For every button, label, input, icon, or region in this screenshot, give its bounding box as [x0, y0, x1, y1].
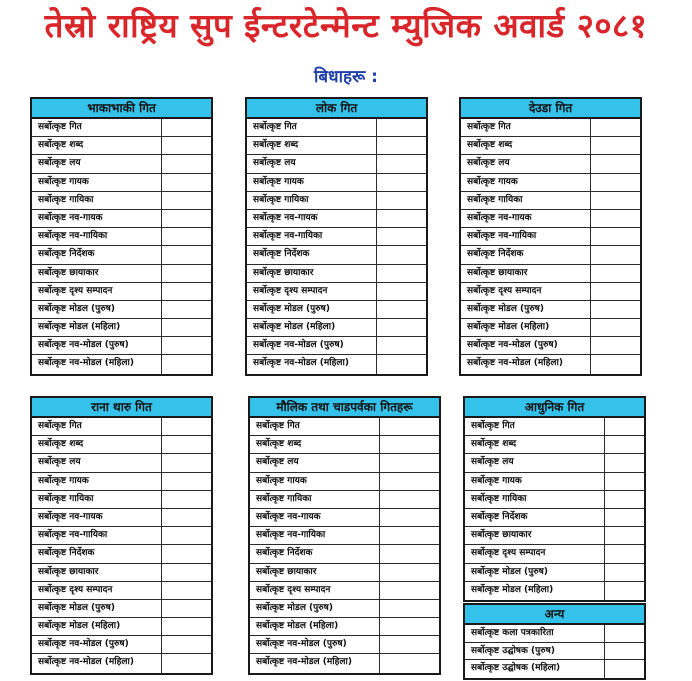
blank-cell	[377, 319, 426, 336]
table-row	[32, 618, 211, 636]
table-row	[465, 491, 644, 509]
table-row	[250, 654, 439, 672]
table-row	[32, 355, 211, 373]
table-row	[250, 582, 439, 600]
table-row	[247, 228, 426, 246]
category-label: सर्बोत्कृष्ट नव-मोडल (महिला)	[32, 355, 162, 373]
blank-cell	[380, 600, 439, 617]
category-label: सर्बोत्कृष्ट मोडल (पुरुष)	[32, 600, 162, 617]
blank-cell	[380, 618, 439, 635]
category-label: सर्बोत्कृष्ट छायाकार	[250, 564, 380, 581]
category-label: सर्बोत्कृष्ट गित	[250, 418, 380, 435]
table-row	[32, 436, 211, 454]
blank-cell	[605, 625, 644, 642]
blank-cell	[591, 137, 640, 154]
table-rana-tharu-geet	[30, 396, 213, 675]
table-row	[250, 418, 439, 436]
category-label: सर्बोत्कृष्ट कला पत्रकारिता	[465, 625, 605, 642]
table-row	[465, 436, 644, 454]
category-label: सर्बोत्कृष्ट नव-मोडल (पुरुष)	[32, 337, 162, 354]
category-label: सर्बोत्कृष्ट नव-गायिका	[247, 228, 377, 245]
table-header: राना थारु गित	[32, 398, 211, 418]
blank-cell	[162, 301, 211, 318]
table-row	[32, 582, 211, 600]
blank-cell	[591, 265, 640, 282]
blank-cell	[377, 265, 426, 282]
category-label: सर्बोत्कृष्ट निर्देशक	[32, 246, 162, 263]
blank-cell	[380, 582, 439, 599]
blank-cell	[380, 564, 439, 581]
blank-cell	[591, 246, 640, 263]
category-label: सर्बोत्कृष्ट मोडल (महिला)	[461, 319, 591, 336]
table-row	[461, 265, 640, 283]
category-label: सर्बोत्कृष्ट गायिका	[32, 192, 162, 209]
blank-cell	[162, 654, 211, 672]
table-header: अन्य	[465, 605, 644, 625]
table-row	[32, 337, 211, 355]
blank-cell	[605, 545, 644, 562]
blank-cell	[377, 337, 426, 354]
blank-cell	[380, 636, 439, 653]
table-row	[250, 600, 439, 618]
blank-cell	[377, 228, 426, 245]
table-row	[32, 137, 211, 155]
blank-cell	[605, 454, 644, 471]
category-label: सर्बोत्कृष्ट नव-मोडल (पुरुष)	[250, 636, 380, 653]
table-row	[32, 155, 211, 173]
category-label: सर्बोत्कृष्ट नव-गायिका	[32, 527, 162, 544]
category-label: सर्बोत्कृष्ट गित	[461, 119, 591, 136]
category-label: सर्बोत्कृष्ट निर्देशक	[465, 509, 605, 526]
blank-cell	[377, 283, 426, 300]
table-row	[247, 210, 426, 228]
table-lok-geet	[245, 97, 428, 376]
table-row	[250, 454, 439, 472]
table-deuda-geet	[459, 97, 642, 376]
category-label: सर्बोत्कृष्ट गायक	[247, 174, 377, 191]
category-label: सर्बोत्कृष्ट छायाकार	[461, 265, 591, 282]
blank-cell	[162, 192, 211, 209]
table-row	[461, 137, 640, 155]
category-label: सर्बोत्कृष्ट नव-मोडल (महिला)	[32, 654, 162, 672]
category-label: सर्बोत्कृष्ट शब्द	[32, 436, 162, 453]
category-label: सर्बोत्कृष्ट उद्घोषक (पुरुष)	[465, 643, 605, 660]
table-row	[465, 643, 644, 661]
table-row	[465, 473, 644, 491]
table-row	[247, 283, 426, 301]
category-label: सर्बोत्कृष्ट शब्द	[247, 137, 377, 154]
table-header: लोक गित	[247, 99, 426, 119]
table-row	[247, 337, 426, 355]
table-row	[461, 337, 640, 355]
blank-cell	[162, 582, 211, 599]
category-label: सर्बोत्कृष्ट नव-मोडल (महिला)	[247, 355, 377, 373]
category-label: सर्बोत्कृष्ट दृश्य सम्पादन	[461, 283, 591, 300]
table-row	[461, 119, 640, 137]
blank-cell	[591, 283, 640, 300]
category-label: सर्बोत्कृष्ट गायक	[461, 174, 591, 191]
blank-cell	[605, 643, 644, 660]
table-row	[247, 246, 426, 264]
blank-cell	[380, 491, 439, 508]
category-label: सर्बोत्कृष्ट छायाकार	[32, 564, 162, 581]
table-row	[32, 636, 211, 654]
table-row	[32, 418, 211, 436]
category-label: सर्बोत्कृष्ट गित	[465, 418, 605, 435]
category-label: सर्बोत्कृष्ट छायाकार	[465, 527, 605, 544]
category-label: सर्बोत्कृष्ट नव-गायक	[250, 509, 380, 526]
category-label: सर्बोत्कृष्ट उद्घोषक (महिला)	[465, 660, 605, 678]
table-row	[465, 625, 644, 643]
category-label: सर्बोत्कृष्ट गायिका	[247, 192, 377, 209]
category-label: सर्बोत्कृष्ट शब्द	[461, 137, 591, 154]
category-label: सर्बोत्कृष्ट मोडल (महिला)	[465, 582, 605, 600]
table-row	[247, 355, 426, 373]
category-label: सर्बोत्कृष्ट मोडल (पुरुष)	[32, 301, 162, 318]
blank-cell	[377, 174, 426, 191]
category-label: सर्बोत्कृष्ट लय	[250, 454, 380, 471]
table-row	[32, 654, 211, 672]
blank-cell	[377, 301, 426, 318]
category-label: सर्बोत्कृष्ट नव-मोडल (महिला)	[461, 355, 591, 373]
table-row	[465, 527, 644, 545]
table-row	[461, 283, 640, 301]
category-label: सर्बोत्कृष्ट मोडल (पुरुष)	[250, 600, 380, 617]
blank-cell	[605, 660, 644, 678]
category-label: सर्बोत्कृष्ट नव-गायक	[247, 210, 377, 227]
blank-cell	[380, 436, 439, 453]
category-label: सर्बोत्कृष्ट नव-गायिका	[32, 228, 162, 245]
blank-cell	[162, 564, 211, 581]
table-row	[250, 545, 439, 563]
blank-cell	[377, 155, 426, 172]
table-anya	[463, 603, 646, 680]
table-header: आधुनिक गित	[465, 398, 644, 418]
category-label: सर्बोत्कृष्ट नव-गायक	[32, 210, 162, 227]
table-row	[32, 265, 211, 283]
table-row	[32, 454, 211, 472]
table-row	[32, 564, 211, 582]
categories-heading: बिधाहरू :	[314, 67, 378, 87]
blank-cell	[591, 301, 640, 318]
category-label: सर्बोत्कृष्ट नव-मोडल (पुरुष)	[32, 636, 162, 653]
table-row	[247, 137, 426, 155]
category-label: सर्बोत्कृष्ट दृश्य सम्पादन	[250, 582, 380, 599]
blank-cell	[377, 246, 426, 263]
table-row	[32, 119, 211, 137]
blank-cell	[380, 418, 439, 435]
category-label: सर्बोत्कृष्ट नव-गायक	[32, 509, 162, 526]
table-row	[250, 473, 439, 491]
category-label: सर्बोत्कृष्ट लय	[32, 454, 162, 471]
table-row	[32, 473, 211, 491]
blank-cell	[591, 355, 640, 373]
table-row	[461, 210, 640, 228]
category-label: सर्बोत्कृष्ट मोडल (पुरुष)	[247, 301, 377, 318]
category-label: सर्बोत्कृष्ट गित	[247, 119, 377, 136]
table-row	[465, 564, 644, 582]
blank-cell	[380, 454, 439, 471]
blank-cell	[605, 509, 644, 526]
table-row	[461, 355, 640, 373]
category-label: सर्बोत्कृष्ट नव-मोडल (पुरुष)	[247, 337, 377, 354]
blank-cell	[162, 283, 211, 300]
blank-cell	[377, 119, 426, 136]
blank-cell	[162, 509, 211, 526]
blank-cell	[162, 319, 211, 336]
table-row	[32, 283, 211, 301]
blank-cell	[380, 509, 439, 526]
category-label: सर्बोत्कृष्ट मोडल (महिला)	[250, 618, 380, 635]
category-label: सर्बोत्कृष्ट मोडल (महिला)	[247, 319, 377, 336]
blank-cell	[605, 436, 644, 453]
category-label: सर्बोत्कृष्ट नव-गायिका	[461, 228, 591, 245]
category-label: सर्बोत्कृष्ट मोडल (महिला)	[32, 618, 162, 635]
table-row	[465, 454, 644, 472]
blank-cell	[162, 119, 211, 136]
table-row	[32, 509, 211, 527]
blank-cell	[591, 210, 640, 227]
table-row	[247, 155, 426, 173]
category-label: सर्बोत्कृष्ट निर्देशक	[461, 246, 591, 263]
table-row	[461, 155, 640, 173]
blank-cell	[605, 564, 644, 581]
table-row	[32, 527, 211, 545]
table-row	[250, 509, 439, 527]
table-row	[250, 636, 439, 654]
category-label: सर्बोत्कृष्ट गायिका	[465, 491, 605, 508]
table-row	[247, 119, 426, 137]
table-row	[465, 660, 644, 678]
table-row	[247, 192, 426, 210]
blank-cell	[162, 473, 211, 490]
category-label: सर्बोत्कृष्ट लय	[247, 155, 377, 172]
category-label: सर्बोत्कृष्ट छायाकार	[32, 265, 162, 282]
blank-cell	[162, 228, 211, 245]
blank-cell	[162, 265, 211, 282]
category-label: सर्बोत्कृष्ट निर्देशक	[32, 545, 162, 562]
category-label: सर्बोत्कृष्ट लय	[32, 155, 162, 172]
category-label: सर्बोत्कृष्ट गायक	[465, 473, 605, 490]
blank-cell	[605, 491, 644, 508]
category-label: सर्बोत्कृष्ट गित	[32, 119, 162, 136]
category-label: सर्बोत्कृष्ट गायक	[250, 473, 380, 490]
table-row	[250, 491, 439, 509]
category-label: सर्बोत्कृष्ट दृश्य सम्पादन	[32, 582, 162, 599]
category-label: सर्बोत्कृष्ट नव-मोडल (पुरुष)	[461, 337, 591, 354]
blank-cell	[380, 545, 439, 562]
table-row	[32, 246, 211, 264]
blank-cell	[591, 155, 640, 172]
blank-cell	[605, 418, 644, 435]
category-label: सर्बोत्कृष्ट मोडल (महिला)	[32, 319, 162, 336]
category-label: सर्बोत्कृष्ट छायाकार	[247, 265, 377, 282]
table-header: मौलिक तथा चाडपर्वका गितहरू	[250, 398, 439, 418]
category-label: सर्बोत्कृष्ट गायिका	[32, 491, 162, 508]
category-label: सर्बोत्कृष्ट मोडल (पुरुष)	[461, 301, 591, 318]
table-maulik-chadparva-geet	[248, 396, 441, 675]
blank-cell	[162, 436, 211, 453]
table-adhunik-geet	[463, 396, 646, 602]
table-row	[247, 301, 426, 319]
category-label: सर्बोत्कृष्ट गित	[32, 418, 162, 435]
blank-cell	[162, 527, 211, 544]
table-bhakabhaki-geet	[30, 97, 213, 376]
table-row	[32, 174, 211, 192]
table-row	[32, 600, 211, 618]
table-row	[461, 192, 640, 210]
table-row	[250, 618, 439, 636]
blank-cell	[162, 618, 211, 635]
table-header: देउडा गित	[461, 99, 640, 119]
blank-cell	[162, 246, 211, 263]
table-row	[250, 564, 439, 582]
table-row	[247, 174, 426, 192]
category-label: सर्बोत्कृष्ट दृश्य सम्पादन	[465, 545, 605, 562]
blank-cell	[380, 654, 439, 672]
category-label: सर्बोत्कृष्ट गायिका	[461, 192, 591, 209]
blank-cell	[162, 545, 211, 562]
blank-cell	[162, 418, 211, 435]
table-row	[465, 582, 644, 600]
table-row	[461, 174, 640, 192]
category-label: सर्बोत्कृष्ट शब्द	[465, 436, 605, 453]
table-row	[32, 192, 211, 210]
blank-cell	[605, 527, 644, 544]
blank-cell	[377, 210, 426, 227]
blank-cell	[377, 355, 426, 373]
blank-cell	[591, 119, 640, 136]
category-label: सर्बोत्कृष्ट गायक	[32, 473, 162, 490]
blank-cell	[591, 192, 640, 209]
category-label: सर्बोत्कृष्ट लय	[465, 454, 605, 471]
blank-cell	[162, 174, 211, 191]
blank-cell	[591, 337, 640, 354]
category-label: सर्बोत्कृष्ट नव-मोडल (महिला)	[250, 654, 380, 672]
blank-cell	[162, 210, 211, 227]
category-label: सर्बोत्कृष्ट गायक	[32, 174, 162, 191]
table-row	[32, 545, 211, 563]
table-row	[32, 491, 211, 509]
blank-cell	[591, 228, 640, 245]
table-row	[465, 545, 644, 563]
blank-cell	[162, 355, 211, 373]
blank-cell	[377, 192, 426, 209]
table-header: भाकाभाकी गित	[32, 99, 211, 119]
blank-cell	[162, 137, 211, 154]
category-label: सर्बोत्कृष्ट निर्देशक	[247, 246, 377, 263]
table-row	[461, 246, 640, 264]
table-row	[465, 418, 644, 436]
category-label: सर्बोत्कृष्ट निर्देशक	[250, 545, 380, 562]
table-row	[461, 228, 640, 246]
blank-cell	[162, 491, 211, 508]
table-row	[465, 509, 644, 527]
blank-cell	[380, 527, 439, 544]
table-row	[250, 527, 439, 545]
blank-cell	[591, 319, 640, 336]
blank-cell	[162, 155, 211, 172]
category-label: सर्बोत्कृष्ट लय	[461, 155, 591, 172]
category-label: सर्बोत्कृष्ट नव-गायिका	[250, 527, 380, 544]
blank-cell	[162, 600, 211, 617]
table-row	[32, 210, 211, 228]
blank-cell	[377, 137, 426, 154]
blank-cell	[162, 337, 211, 354]
blank-cell	[591, 174, 640, 191]
table-row	[32, 319, 211, 337]
table-row	[461, 319, 640, 337]
blank-cell	[380, 473, 439, 490]
table-row	[250, 436, 439, 454]
category-label: सर्बोत्कृष्ट दृश्य सम्पादन	[247, 283, 377, 300]
category-label: सर्बोत्कृष्ट दृश्य सम्पादन	[32, 283, 162, 300]
page-title: तेस्रो राष्ट्रिय सुप ईन्टरटेन्मेन्ट म्युजिक अवार्ड २०८१	[44, 6, 648, 45]
table-row	[32, 301, 211, 319]
category-label: सर्बोत्कृष्ट मोडल (पुरुष)	[465, 564, 605, 581]
table-row	[461, 301, 640, 319]
blank-cell	[605, 473, 644, 490]
category-label: सर्बोत्कृष्ट शब्द	[250, 436, 380, 453]
table-row	[32, 228, 211, 246]
category-label: सर्बोत्कृष्ट नव-गायक	[461, 210, 591, 227]
category-label: सर्बोत्कृष्ट शब्द	[32, 137, 162, 154]
blank-cell	[605, 582, 644, 600]
blank-cell	[162, 636, 211, 653]
table-row	[247, 265, 426, 283]
category-label: सर्बोत्कृष्ट गायिका	[250, 491, 380, 508]
table-row	[247, 319, 426, 337]
blank-cell	[162, 454, 211, 471]
